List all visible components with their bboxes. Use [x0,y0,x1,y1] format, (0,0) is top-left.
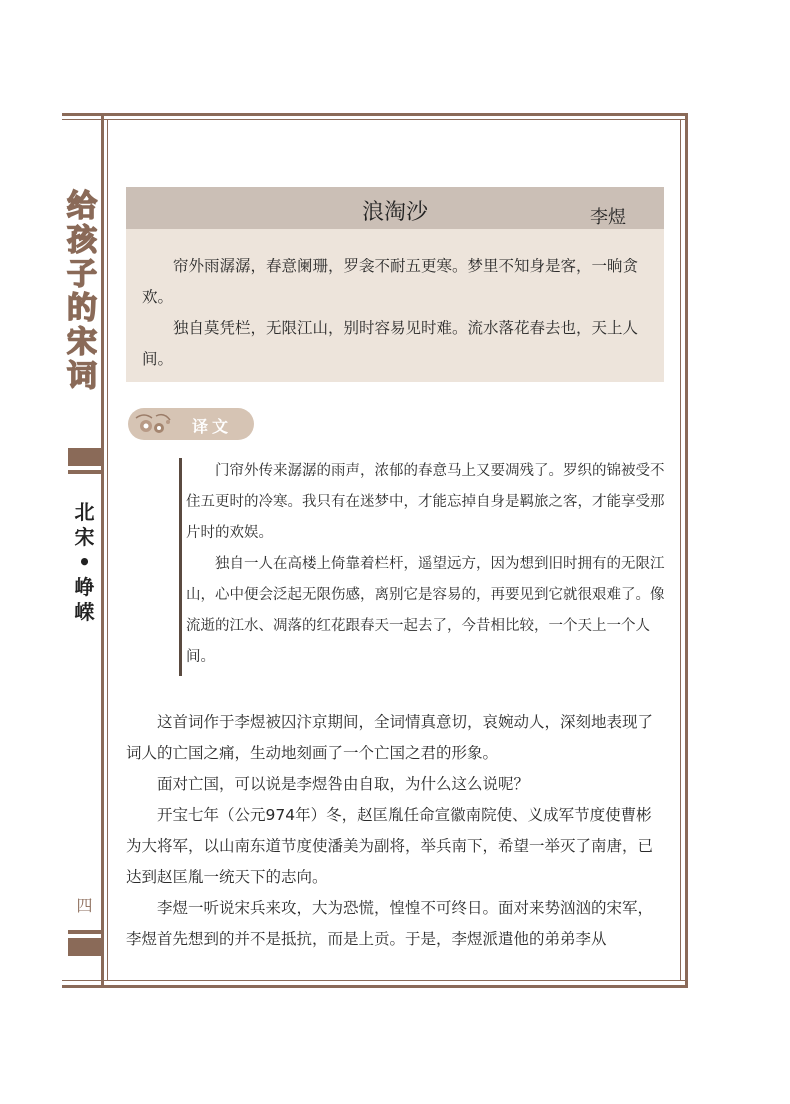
frame-bottom-border [62,985,688,988]
side-title-char: 的 [67,291,97,326]
side-band-bottom-thin [68,930,101,934]
era-char: 嵘 [74,600,95,624]
translation-label: 译文 [192,417,233,436]
era-char: 宋 [74,525,95,549]
era-char: • [78,550,91,574]
era-char: 北 [74,500,95,524]
flower-ornament-icon [132,410,176,438]
page-number: 四 [76,896,93,915]
frame-bottom-inner-border [62,980,688,981]
body-paragraph: 面对亡国，可以说是李煜咎由自取，为什么这么说呢？ [157,775,530,793]
main-text [126,707,666,955]
side-title-char: 给 [67,189,97,224]
era-char: 峥 [74,575,95,599]
poem-title: 浪淘沙 [361,200,428,225]
translation-paragraph: 门帘外传来潺潺的雨声，浓郁的春意马上又要凋残了。罗织的锦被受不住五更时的冷寒。我只有在迷梦中，才能忘掉自身是羁旅之客，才能享受那片时的欢娱。 [186,463,665,541]
side-title-char: 词 [67,359,97,394]
poem-text [142,251,650,375]
side-title-char: 子 [67,257,97,292]
body-paragraph: 李煜一听说宋兵来攻，大为恐慌，惶惶不可终日。面对来势汹汹的宋军，李煜首先想到的并不是抵抗，而是上贡。于是，李煜派遣他的弟弟李从 [126,899,654,948]
side-band-top-thin [68,470,101,474]
translation-side-bar [179,458,182,676]
side-band-top [68,448,101,466]
poem-header [126,187,664,229]
poem-body [126,229,664,382]
poem-stanza: 帘外雨潺潺，春意阑珊，罗衾不耐五更寒。梦里不知身是客，一晌贪欢。 [142,257,639,306]
translation-paragraph: 独自一人在高楼上倚靠着栏杆，遥望远方，因为想到旧时拥有的无限江山，心中便会泛起无限伤感，离别它是容易的，再要见到它就很艰难了。像流逝的江水、凋落的红花跟春天一起去了，今昔相比较，一个天上一个人间。 [186,556,665,665]
frame-left-inner-border [107,119,108,981]
frame-right-border [685,113,688,988]
translation-badge [128,408,254,440]
frame-left-border [101,113,104,988]
side-title-char: 宋 [67,325,97,360]
book-side-title [64,190,100,394]
body-paragraph: 这首词作于李煜被囚汴京期间，全词情真意切，哀婉动人，深刻地表现了词人的亡国之痛，生动地刻画了一个亡国之君的形象。 [126,713,654,762]
poem-author: 李煜 [590,207,626,228]
side-title-char: 孩 [67,223,97,258]
frame-right-inner-border [680,119,681,981]
translation-text [186,456,666,673]
era-label [68,500,101,625]
frame-top-inner-border [62,119,688,120]
side-band-bottom [68,938,101,956]
poem-stanza: 独自莫凭栏，无限江山，别时容易见时难。流水落花春去也，天上人间。 [142,319,639,368]
body-paragraph: 开宝七年（公元974年）冬，赵匡胤任命宣徽南院使、义成军节度使曹彬为大将军，以山南东道节度使潘美为副将，举兵南下，希望一举灭了南唐，已达到赵匡胤一统天下的志向。 [126,806,654,886]
frame-top-border [62,113,688,116]
